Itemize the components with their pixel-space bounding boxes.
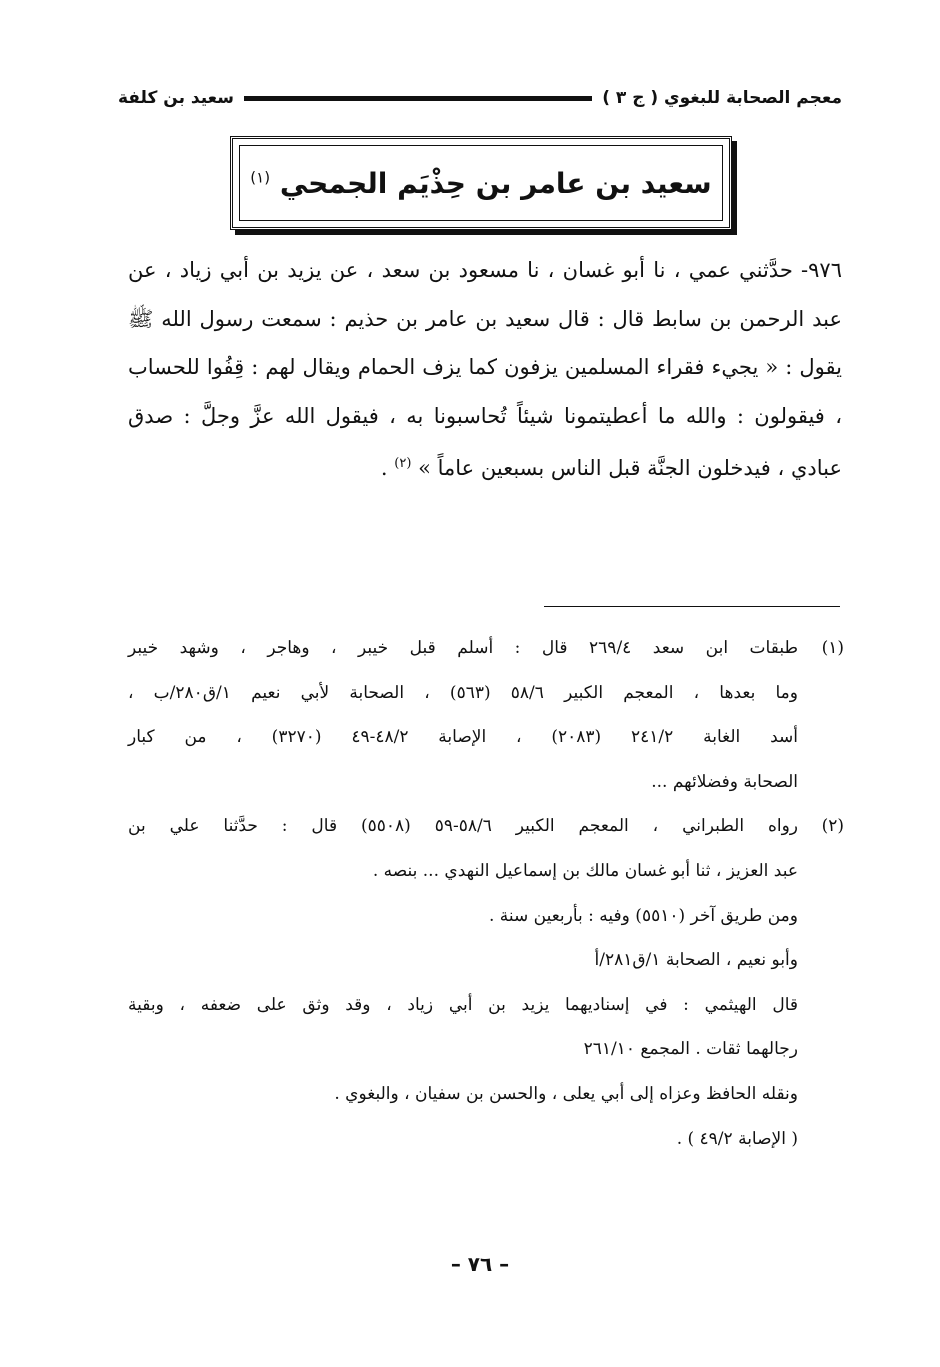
page-number: – ٧٦ – <box>450 1252 510 1276</box>
footnote-number: (١) <box>821 638 844 658</box>
running-header <box>118 80 842 116</box>
footnote-line: عبد العزيز ، ثنا أبو غسان مالك بن إسماعيل النهدي ... بنصه . <box>372 860 798 881</box>
footnote-line: أسد الغابة ٢٤١/٢ (٢٠٨٣) ، الإصابة ٤٨/٢-٤٩ (٣٢٧٠) ، من كبار <box>128 727 798 748</box>
title-footnote-ref: (١) <box>250 168 271 187</box>
footnote-line: وأبو نعيم ، الصحابة ١/ق٢٨١/أ <box>594 950 798 971</box>
footnote-line: الصحابة وفضلائهم ... <box>651 771 798 792</box>
hadith-line: أبي زياد ، عن عبد الرحمن بن سابط قال : قال سعيد بن عامر بن حذيم : <box>128 258 842 331</box>
book-title: معجم الصحابة للبغوي ( ج ٣ ) <box>602 88 842 108</box>
hadith-line: ويقال لهم : قِفُوا للحساب ، فيقولون : والله ما أعطيتمونا شيئاً تُحاسبونا <box>128 355 842 428</box>
footnote-2 <box>128 804 844 1161</box>
hadith-line: ٩٧٦- حدَّثني عمي ، نا أبو غسان ، نا مسعود بن سعد ، عن يزيد بن <box>257 258 842 282</box>
footnote-line: ونقله الحافظ وعزاه إلى أبي يعلى ، والحسن بن سفيان ، والبغوي . <box>334 1083 798 1104</box>
footnote-line: ( الإصابة ٤٩/٢ ) . <box>676 1128 798 1149</box>
hadith-end-punct: . <box>380 456 388 480</box>
footnote-line: رجالهما ثقات . المجمع ٢٦١/١٠ <box>583 1039 798 1060</box>
footnote-line: وما بعدها ، المعجم الكبير ٥٨/٦ (٥٦٣) ، الصحابة لأبي نعيم ١/ق٢٨٠/ب ، <box>128 682 798 703</box>
footnote-line: طبقات ابن سعد ٢٦٩/٤ قال : أسلم قبل خيبر ، وهاجر ، وشهد خيبر <box>128 638 798 658</box>
footnote-line: قال الهيثمي : في إسناديهما يزيد بن أبي زياد ، وقد وثق على ضعفه ، وبقية <box>128 994 798 1015</box>
footnote-number: (٢) <box>821 816 844 837</box>
hadith-footnote-ref: (٢) <box>394 456 412 471</box>
footnote-body <box>128 804 798 1161</box>
footnote-body <box>128 626 798 804</box>
header-rule <box>244 96 592 101</box>
footnote-line: رواه الطبراني ، المعجم الكبير ٥٨/٦-٥٩ (٥٥٠٨) قال : حدَّثنا علي بن <box>128 816 799 837</box>
footnote-line: ومن طريق آخر (٥٥١٠) وفيه : بأربعين سنة . <box>488 905 798 926</box>
footnote-1 <box>128 626 844 804</box>
hadith-line: به ، فيقول الله عزَّ وجلَّ : صدق عبادي ، فيدخلون الجنَّة قبل الناس بسبعين <box>128 403 842 480</box>
chapter-title-text: سعيد بن عامر بن حِذْيَم الجمحي <box>279 166 712 200</box>
chapter-title <box>250 167 711 200</box>
chapter-title-box <box>230 136 732 230</box>
hadith-line: عاماً » <box>418 456 475 480</box>
footnote-separator <box>544 606 840 607</box>
hadith-text <box>128 246 842 493</box>
hadith-paragraph <box>128 246 842 493</box>
footnotes <box>128 626 844 1161</box>
header-topic: سعيد بن كلفة <box>118 88 234 108</box>
hadith-line: سمعت رسول الله ﷺ يقول : « يجيء فقراء المسلمين يزفون كما يزف الحمام <box>128 306 842 379</box>
